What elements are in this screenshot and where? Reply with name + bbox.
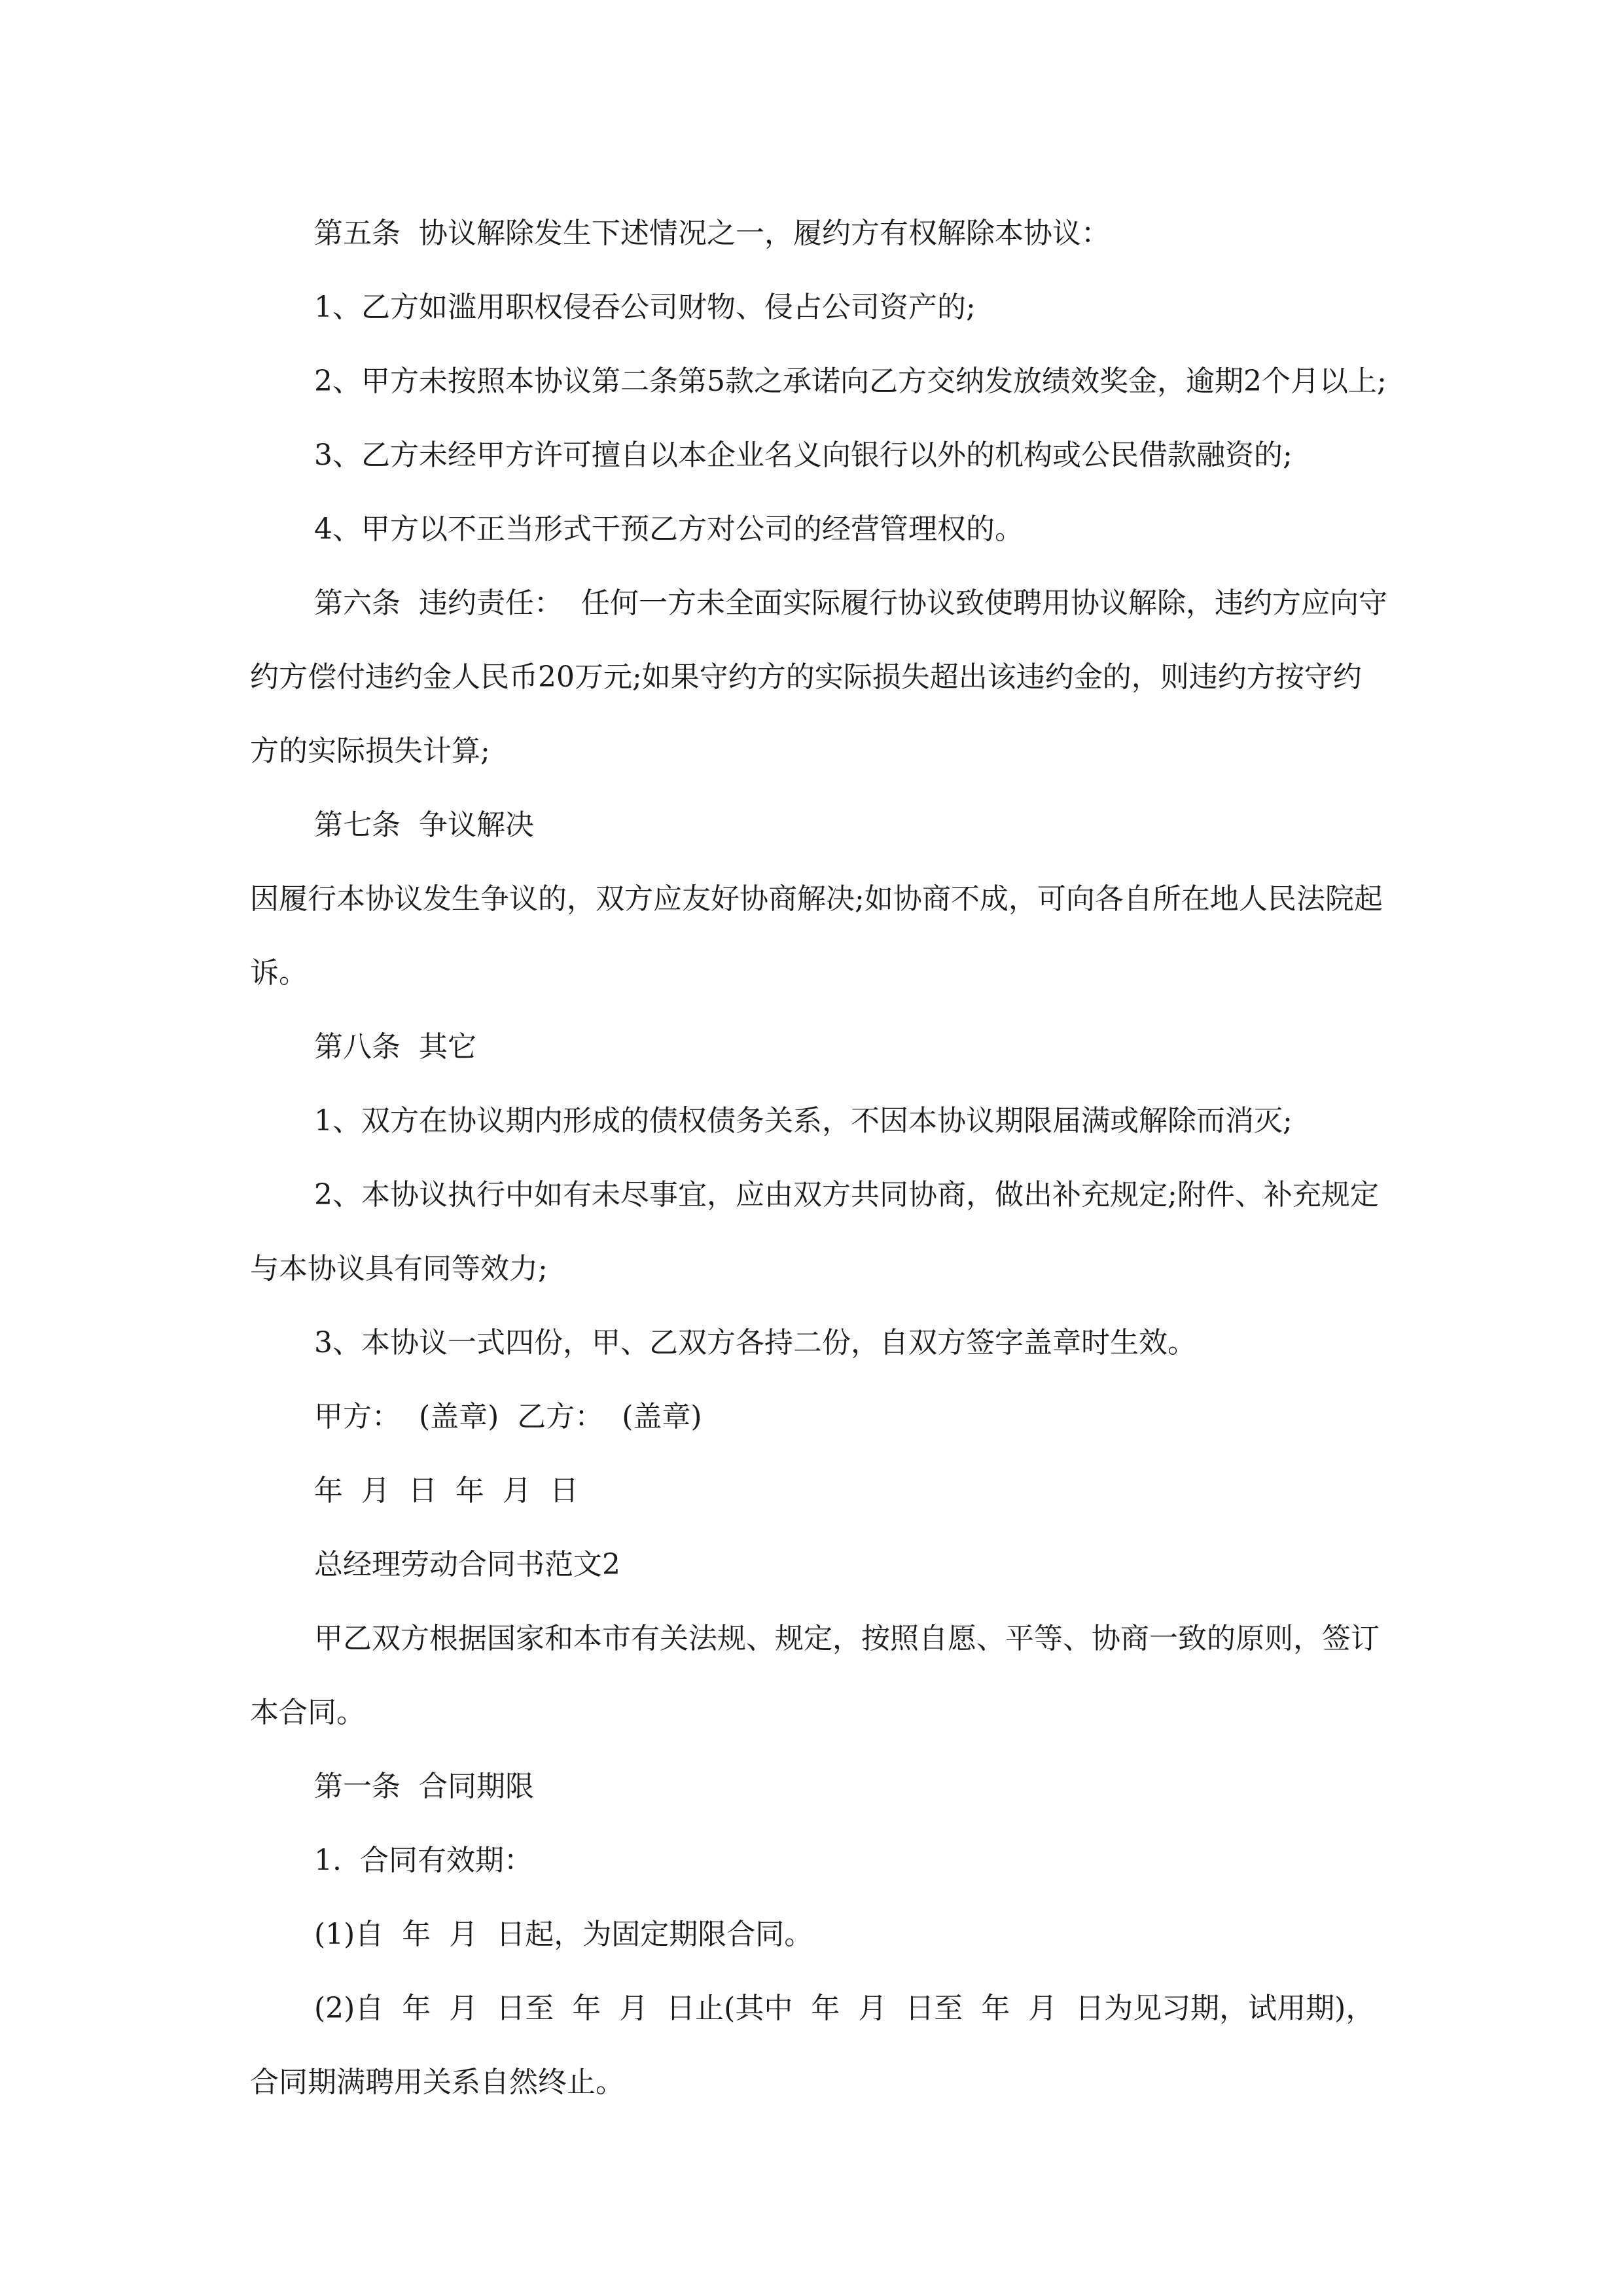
paragraph-contract-article-1-heading: 第一条 合同期限	[314, 1770, 534, 1803]
signature-line: 甲方： (盖章) 乙方： (盖章)	[314, 1400, 702, 1433]
document-body	[250, 196, 1389, 2119]
paragraph-contract-option-2: (2)自 年 月 日至 年 月 日止(其中 年 月 日至 年 月 日为见习期，试用期)，合同期满聘用关系自然终止。	[250, 1992, 1375, 2099]
section-title: 总经理劳动合同书范文2	[314, 1548, 620, 1581]
paragraph-article-5-heading: 第五条 协议解除发生下述情况之一，履约方有权解除本协议：	[314, 217, 1110, 250]
paragraph-clause-8-3: 3、本协议一式四份，甲、乙双方各持二份，自双方签字盖章时生效。	[314, 1326, 1196, 1359]
paragraph-contract-clause-1: 1. 合同有效期：	[314, 1844, 533, 1877]
paragraph-article-7-heading: 第七条 争议解决	[314, 808, 534, 842]
paragraph-article-7-body: 因履行本协议发生争议的，双方应友好协商解决;如协商不成，可向各自所在地人民法院起诉。	[250, 882, 1383, 990]
paragraph-clause-5-4: 4、甲方以不正当形式干预乙方对公司的经营管理权的。	[314, 512, 1024, 546]
paragraph-clause-5-2: 2、甲方未按照本协议第二条第5款之承诺向乙方交纳发放绩效奖金，逾期2个月以上;	[314, 365, 1387, 398]
paragraph-contract-option-1: (1)自 年 月 日起，为固定期限合同。	[314, 1918, 813, 1951]
paragraph-clause-5-3: 3、乙方未经甲方许可擅自以本企业名义向银行以外的机构或公民借款融资的;	[314, 439, 1293, 472]
paragraph-preamble: 甲乙双方根据国家和本市有关法规、规定，按照自愿、平等、协商一致的原则，签订本合同。	[250, 1622, 1380, 1729]
paragraph-clause-8-1: 1、双方在协议期内形成的债权债务关系，不因本协议期限届满或解除而消灭;	[314, 1104, 1293, 1138]
paragraph-clause-8-2: 2、本协议执行中如有未尽事宜，应由双方共同协商，做出补充规定;附件、补充规定与本协议具有同等效力;	[250, 1178, 1379, 1285]
paragraph-article-6: 第六条 违约责任： 任何一方未全面实际履行协议致使聘用协议解除，违约方应向守约方偿付违约金人民币20万元;如果守约方的实际损失超出该违约金的，则违约方按守约方的实际损失计算;	[250, 586, 1387, 768]
date-line: 年 月 日 年 月 日	[314, 1474, 579, 1507]
paragraph-article-8-heading: 第八条 其它	[314, 1030, 476, 1064]
paragraph-clause-5-1: 1、乙方如滥用职权侵吞公司财物、侵占公司资产的;	[314, 291, 976, 324]
